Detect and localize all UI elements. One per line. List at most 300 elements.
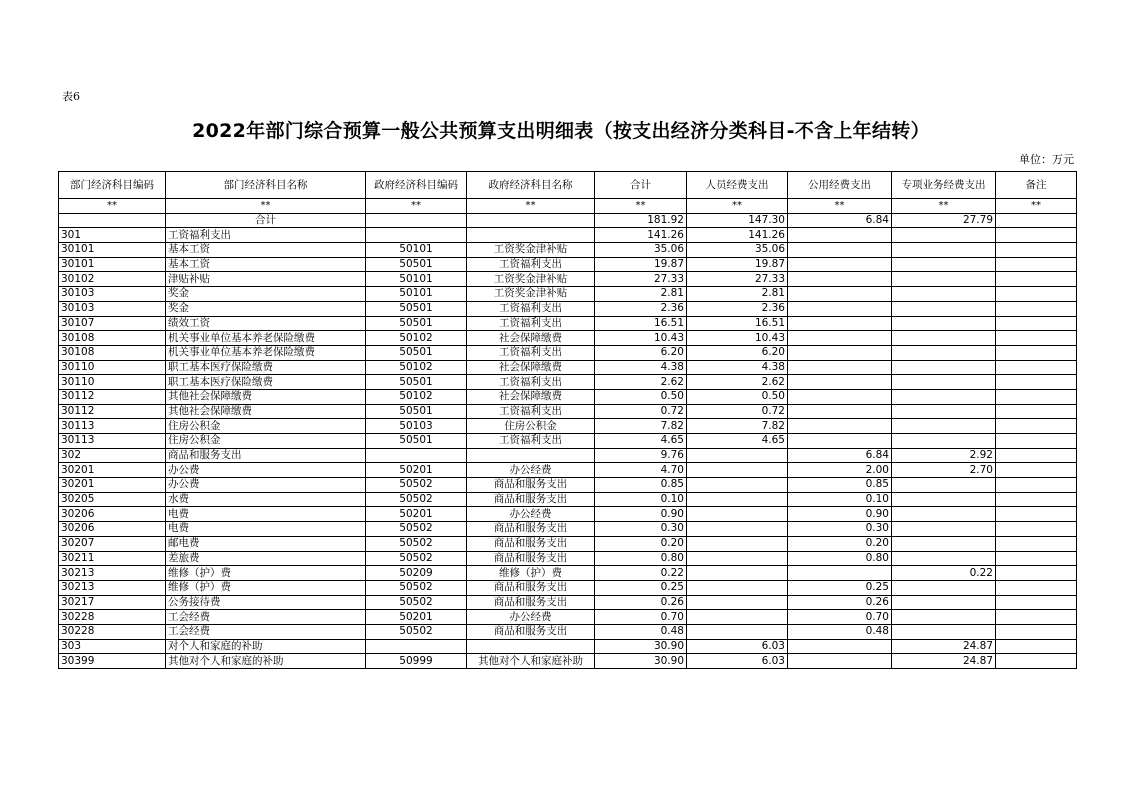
total-gcode-cell — [366, 213, 467, 228]
note-cell — [996, 345, 1077, 360]
public-cell — [788, 287, 892, 302]
public-cell — [788, 654, 892, 669]
gov-name-cell: 社会保障缴费 — [467, 389, 595, 404]
personnel-cell — [687, 522, 788, 537]
stars-cell: ** — [687, 199, 788, 214]
public-cell — [788, 419, 892, 434]
gov-name-cell: 工资福利支出 — [467, 375, 595, 390]
dept-code-cell: 30103 — [59, 287, 166, 302]
special-cell — [892, 287, 996, 302]
table-row — [59, 448, 1077, 463]
note-cell — [996, 228, 1077, 243]
dept-name-cell: 维修（护）费 — [166, 580, 366, 595]
table-row — [59, 478, 1077, 493]
gov-code-cell: 50102 — [366, 360, 467, 375]
dept-name-cell: 工会经费 — [166, 624, 366, 639]
public-cell — [788, 228, 892, 243]
total-note — [996, 213, 1077, 228]
special-cell — [892, 610, 996, 625]
gov-name-cell: 工资福利支出 — [467, 345, 595, 360]
personnel-cell — [687, 492, 788, 507]
special-cell — [892, 507, 996, 522]
dept-code-cell: 30205 — [59, 492, 166, 507]
gov-code-cell: 50201 — [366, 463, 467, 478]
gov-code-cell: 50103 — [366, 419, 467, 434]
note-cell — [996, 551, 1077, 566]
personnel-cell: 10.43 — [687, 331, 788, 346]
personnel-cell — [687, 580, 788, 595]
column-header: 专项业务经费支出 — [892, 172, 996, 199]
dept-name-cell: 电费 — [166, 522, 366, 537]
column-header: 合计 — [595, 172, 687, 199]
total-cell: 30.90 — [595, 654, 687, 669]
personnel-cell: 2.36 — [687, 301, 788, 316]
note-cell — [996, 654, 1077, 669]
total-cell: 0.90 — [595, 507, 687, 522]
total-cell: 19.87 — [595, 257, 687, 272]
public-cell — [788, 389, 892, 404]
total-cell: 2.81 — [595, 287, 687, 302]
gov-name-cell: 社会保障缴费 — [467, 331, 595, 346]
dept-name-cell: 工资福利支出 — [166, 228, 366, 243]
dept-code-cell: 302 — [59, 448, 166, 463]
dept-name-cell: 工会经费 — [166, 610, 366, 625]
personnel-cell: 2.62 — [687, 375, 788, 390]
dept-name-cell: 对个人和家庭的补助 — [166, 639, 366, 654]
gov-name-cell: 商品和服务支出 — [467, 492, 595, 507]
special-cell — [892, 419, 996, 434]
personnel-cell: 7.82 — [687, 419, 788, 434]
table-row — [59, 316, 1077, 331]
total-label: 合计 — [166, 213, 366, 228]
total-cell: 7.82 — [595, 419, 687, 434]
gov-name-cell: 办公经费 — [467, 463, 595, 478]
column-header: 人员经费支出 — [687, 172, 788, 199]
note-cell — [996, 580, 1077, 595]
public-cell — [788, 434, 892, 449]
dept-code-cell: 30201 — [59, 478, 166, 493]
total-gname-cell — [467, 213, 595, 228]
gov-name-cell: 维修（护）费 — [467, 566, 595, 581]
dept-name-cell: 办公费 — [166, 478, 366, 493]
personnel-cell — [687, 448, 788, 463]
dept-code-cell: 30207 — [59, 536, 166, 551]
dept-code-cell: 30206 — [59, 522, 166, 537]
table-row — [59, 507, 1077, 522]
table-row — [59, 654, 1077, 669]
personnel-cell — [687, 624, 788, 639]
gov-code-cell: 50502 — [366, 551, 467, 566]
dept-code-cell: 30112 — [59, 389, 166, 404]
personnel-cell — [687, 478, 788, 493]
special-cell — [892, 434, 996, 449]
note-cell — [996, 360, 1077, 375]
dept-code-cell: 30217 — [59, 595, 166, 610]
stars-cell: ** — [996, 199, 1077, 214]
special-cell — [892, 360, 996, 375]
total-personnel: 147.30 — [687, 213, 788, 228]
total-cell: 0.50 — [595, 389, 687, 404]
gov-name-cell: 工资奖金津补贴 — [467, 243, 595, 258]
gov-name-cell: 其他对个人和家庭补助 — [467, 654, 595, 669]
gov-code-cell: 50501 — [366, 404, 467, 419]
gov-code-cell: 50502 — [366, 624, 467, 639]
dept-name-cell: 其他社会保障缴费 — [166, 404, 366, 419]
dept-code-cell: 30206 — [59, 507, 166, 522]
total-cell: 0.70 — [595, 610, 687, 625]
total-cell: 4.70 — [595, 463, 687, 478]
special-cell — [892, 375, 996, 390]
dept-code-cell: 30211 — [59, 551, 166, 566]
special-cell — [892, 536, 996, 551]
total-cell: 9.76 — [595, 448, 687, 463]
dept-code-cell: 30213 — [59, 580, 166, 595]
public-cell — [788, 345, 892, 360]
dept-code-cell: 303 — [59, 639, 166, 654]
table-row — [59, 536, 1077, 551]
table-row — [59, 257, 1077, 272]
total-cell: 0.26 — [595, 595, 687, 610]
column-header: 备注 — [996, 172, 1077, 199]
special-cell: 24.87 — [892, 654, 996, 669]
header-row — [59, 172, 1077, 199]
public-cell — [788, 404, 892, 419]
dept-name-cell: 公务接待费 — [166, 595, 366, 610]
dept-code-cell: 30113 — [59, 419, 166, 434]
gov-code-cell: 50502 — [366, 536, 467, 551]
note-cell — [996, 478, 1077, 493]
note-cell — [996, 434, 1077, 449]
special-cell — [892, 389, 996, 404]
table-row — [59, 228, 1077, 243]
special-cell — [892, 624, 996, 639]
note-cell — [996, 419, 1077, 434]
special-cell — [892, 404, 996, 419]
gov-name-cell: 工资奖金津补贴 — [467, 287, 595, 302]
dept-name-cell: 邮电费 — [166, 536, 366, 551]
dept-code-cell: 30399 — [59, 654, 166, 669]
gov-name-cell: 住房公积金 — [467, 419, 595, 434]
total-cell: 2.62 — [595, 375, 687, 390]
dept-code-cell: 30101 — [59, 257, 166, 272]
gov-code-cell: 50501 — [366, 345, 467, 360]
gov-code-cell: 50501 — [366, 257, 467, 272]
gov-code-cell: 50502 — [366, 492, 467, 507]
personnel-cell — [687, 507, 788, 522]
dept-name-cell: 机关事业单位基本养老保险缴费 — [166, 345, 366, 360]
gov-name-cell: 工资福利支出 — [467, 257, 595, 272]
personnel-cell: 2.81 — [687, 287, 788, 302]
gov-code-cell: 50101 — [366, 287, 467, 302]
personnel-cell: 19.87 — [687, 257, 788, 272]
public-cell — [788, 375, 892, 390]
dept-name-cell: 机关事业单位基本养老保险缴费 — [166, 331, 366, 346]
page-title: 2022年部门综合预算一般公共预算支出明细表（按支出经济分类科目-不含上年结转） — [192, 120, 930, 142]
dept-name-cell: 奖金 — [166, 301, 366, 316]
public-cell: 0.10 — [788, 492, 892, 507]
public-cell: 0.48 — [788, 624, 892, 639]
total-cell: 0.80 — [595, 551, 687, 566]
dept-name-cell: 维修（护）费 — [166, 566, 366, 581]
gov-code-cell: 50999 — [366, 654, 467, 669]
public-cell — [788, 360, 892, 375]
personnel-cell — [687, 536, 788, 551]
total-cell: 30.90 — [595, 639, 687, 654]
gov-name-cell — [467, 639, 595, 654]
dept-name-cell: 水费 — [166, 492, 366, 507]
personnel-cell — [687, 610, 788, 625]
dept-code-cell: 30228 — [59, 624, 166, 639]
dept-code-cell: 30112 — [59, 404, 166, 419]
personnel-cell: 27.33 — [687, 272, 788, 287]
total-cell: 6.20 — [595, 345, 687, 360]
note-cell — [996, 272, 1077, 287]
gov-code-cell: 50101 — [366, 243, 467, 258]
table-row — [59, 287, 1077, 302]
table-row — [59, 595, 1077, 610]
special-cell — [892, 272, 996, 287]
public-cell: 0.85 — [788, 478, 892, 493]
gov-name-cell: 商品和服务支出 — [467, 624, 595, 639]
note-cell — [996, 331, 1077, 346]
stars-cell: ** — [467, 199, 595, 214]
public-cell — [788, 257, 892, 272]
gov-code-cell — [366, 448, 467, 463]
table-number: 表6 — [62, 90, 80, 103]
dept-name-cell: 住房公积金 — [166, 434, 366, 449]
note-cell — [996, 389, 1077, 404]
gov-code-cell: 50102 — [366, 389, 467, 404]
table-row — [59, 580, 1077, 595]
gov-name-cell: 商品和服务支出 — [467, 478, 595, 493]
table-row — [59, 566, 1077, 581]
special-cell: 24.87 — [892, 639, 996, 654]
table-row — [59, 360, 1077, 375]
gov-name-cell: 商品和服务支出 — [467, 595, 595, 610]
table-body — [59, 213, 1077, 668]
table-row — [59, 639, 1077, 654]
gov-name-cell: 社会保障缴费 — [467, 360, 595, 375]
table-row — [59, 331, 1077, 346]
total-cell: 4.38 — [595, 360, 687, 375]
note-cell — [996, 492, 1077, 507]
public-cell: 0.25 — [788, 580, 892, 595]
gov-code-cell: 50501 — [366, 316, 467, 331]
table-row — [59, 404, 1077, 419]
dept-name-cell: 津贴补贴 — [166, 272, 366, 287]
table-row — [59, 375, 1077, 390]
total-cell: 16.51 — [595, 316, 687, 331]
personnel-cell: 16.51 — [687, 316, 788, 331]
total-row — [59, 213, 1077, 228]
dept-code-cell: 30110 — [59, 375, 166, 390]
note-cell — [996, 536, 1077, 551]
dept-code-cell: 30108 — [59, 345, 166, 360]
public-cell — [788, 639, 892, 654]
total-cell: 0.85 — [595, 478, 687, 493]
public-cell: 0.26 — [788, 595, 892, 610]
total-cell: 2.36 — [595, 301, 687, 316]
table-row — [59, 463, 1077, 478]
gov-code-cell: 50502 — [366, 522, 467, 537]
dept-name-cell: 其他对个人和家庭的补助 — [166, 654, 366, 669]
special-cell — [892, 345, 996, 360]
gov-name-cell: 办公经费 — [467, 610, 595, 625]
column-header: 政府经济科目名称 — [467, 172, 595, 199]
personnel-cell — [687, 463, 788, 478]
special-cell — [892, 331, 996, 346]
dept-name-cell: 电费 — [166, 507, 366, 522]
stars-cell: ** — [166, 199, 366, 214]
table-row — [59, 419, 1077, 434]
public-cell — [788, 301, 892, 316]
personnel-cell: 6.20 — [687, 345, 788, 360]
dept-name-cell: 基本工资 — [166, 243, 366, 258]
public-cell — [788, 243, 892, 258]
stars-cell: ** — [892, 199, 996, 214]
public-cell: 6.84 — [788, 448, 892, 463]
gov-code-cell: 50502 — [366, 580, 467, 595]
public-cell: 0.20 — [788, 536, 892, 551]
table-row — [59, 624, 1077, 639]
gov-code-cell — [366, 228, 467, 243]
personnel-cell: 4.38 — [687, 360, 788, 375]
gov-name-cell — [467, 228, 595, 243]
note-cell — [996, 375, 1077, 390]
note-cell — [996, 243, 1077, 258]
public-cell: 0.70 — [788, 610, 892, 625]
note-cell — [996, 448, 1077, 463]
unit-label: 单位：万元 — [1019, 153, 1074, 166]
personnel-cell: 35.06 — [687, 243, 788, 258]
note-cell — [996, 566, 1077, 581]
special-cell: 2.92 — [892, 448, 996, 463]
dept-code-cell: 30103 — [59, 301, 166, 316]
dept-code-cell: 30108 — [59, 331, 166, 346]
gov-code-cell: 50201 — [366, 507, 467, 522]
special-cell — [892, 301, 996, 316]
dept-name-cell: 职工基本医疗保险缴费 — [166, 360, 366, 375]
special-cell — [892, 243, 996, 258]
total-cell: 0.72 — [595, 404, 687, 419]
gov-code-cell: 50501 — [366, 301, 467, 316]
total-special: 27.79 — [892, 213, 996, 228]
total-dcode-cell — [59, 213, 166, 228]
total-cell: 0.25 — [595, 580, 687, 595]
stars-cell: ** — [788, 199, 892, 214]
special-cell — [892, 478, 996, 493]
dept-code-cell: 30228 — [59, 610, 166, 625]
special-cell — [892, 257, 996, 272]
total-cell: 141.26 — [595, 228, 687, 243]
table-row — [59, 301, 1077, 316]
stars-cell: ** — [366, 199, 467, 214]
column-header: 公用经费支出 — [788, 172, 892, 199]
total-cell: 4.65 — [595, 434, 687, 449]
total-cell: 0.48 — [595, 624, 687, 639]
note-cell — [996, 404, 1077, 419]
total-cell: 0.22 — [595, 566, 687, 581]
table-row — [59, 492, 1077, 507]
table-row — [59, 345, 1077, 360]
stars-cell: ** — [59, 199, 166, 214]
dept-name-cell: 绩效工资 — [166, 316, 366, 331]
gov-name-cell: 商品和服务支出 — [467, 580, 595, 595]
budget-table — [58, 171, 1077, 669]
personnel-cell — [687, 566, 788, 581]
special-cell: 0.22 — [892, 566, 996, 581]
total-cell: 10.43 — [595, 331, 687, 346]
gov-code-cell — [366, 639, 467, 654]
public-cell: 0.30 — [788, 522, 892, 537]
dept-code-cell: 30101 — [59, 243, 166, 258]
gov-code-cell: 50209 — [366, 566, 467, 581]
gov-code-cell: 50501 — [366, 375, 467, 390]
personnel-cell: 141.26 — [687, 228, 788, 243]
dept-code-cell: 30110 — [59, 360, 166, 375]
dept-code-cell: 30201 — [59, 463, 166, 478]
public-cell — [788, 331, 892, 346]
public-cell: 0.80 — [788, 551, 892, 566]
special-cell — [892, 228, 996, 243]
dept-name-cell: 差旅费 — [166, 551, 366, 566]
dept-name-cell: 商品和服务支出 — [166, 448, 366, 463]
special-cell — [892, 595, 996, 610]
special-cell — [892, 316, 996, 331]
note-cell — [996, 624, 1077, 639]
note-cell — [996, 287, 1077, 302]
dept-name-cell: 基本工资 — [166, 257, 366, 272]
dept-name-cell: 奖金 — [166, 287, 366, 302]
gov-name-cell: 商品和服务支出 — [467, 551, 595, 566]
column-header: 部门经济科目编码 — [59, 172, 166, 199]
total-cell: 0.10 — [595, 492, 687, 507]
special-cell — [892, 551, 996, 566]
note-cell — [996, 610, 1077, 625]
dept-code-cell: 30107 — [59, 316, 166, 331]
table-row — [59, 610, 1077, 625]
gov-code-cell: 50502 — [366, 595, 467, 610]
public-cell: 2.00 — [788, 463, 892, 478]
note-cell — [996, 522, 1077, 537]
stars-row — [59, 199, 1077, 214]
dept-code-cell: 30113 — [59, 434, 166, 449]
gov-code-cell: 50102 — [366, 331, 467, 346]
dept-code-cell: 30213 — [59, 566, 166, 581]
gov-name-cell — [467, 448, 595, 463]
personnel-cell — [687, 551, 788, 566]
special-cell — [892, 492, 996, 507]
personnel-cell: 0.50 — [687, 389, 788, 404]
public-cell — [788, 316, 892, 331]
special-cell — [892, 580, 996, 595]
total-cell: 27.33 — [595, 272, 687, 287]
dept-name-cell: 办公费 — [166, 463, 366, 478]
personnel-cell — [687, 595, 788, 610]
gov-name-cell: 商品和服务支出 — [467, 522, 595, 537]
note-cell — [996, 301, 1077, 316]
total-cell: 35.06 — [595, 243, 687, 258]
table-row — [59, 522, 1077, 537]
public-cell — [788, 566, 892, 581]
gov-code-cell: 50502 — [366, 478, 467, 493]
dept-code-cell: 301 — [59, 228, 166, 243]
dept-name-cell: 职工基本医疗保险缴费 — [166, 375, 366, 390]
table-row — [59, 389, 1077, 404]
special-cell: 2.70 — [892, 463, 996, 478]
table-row — [59, 434, 1077, 449]
stars-cell: ** — [595, 199, 687, 214]
